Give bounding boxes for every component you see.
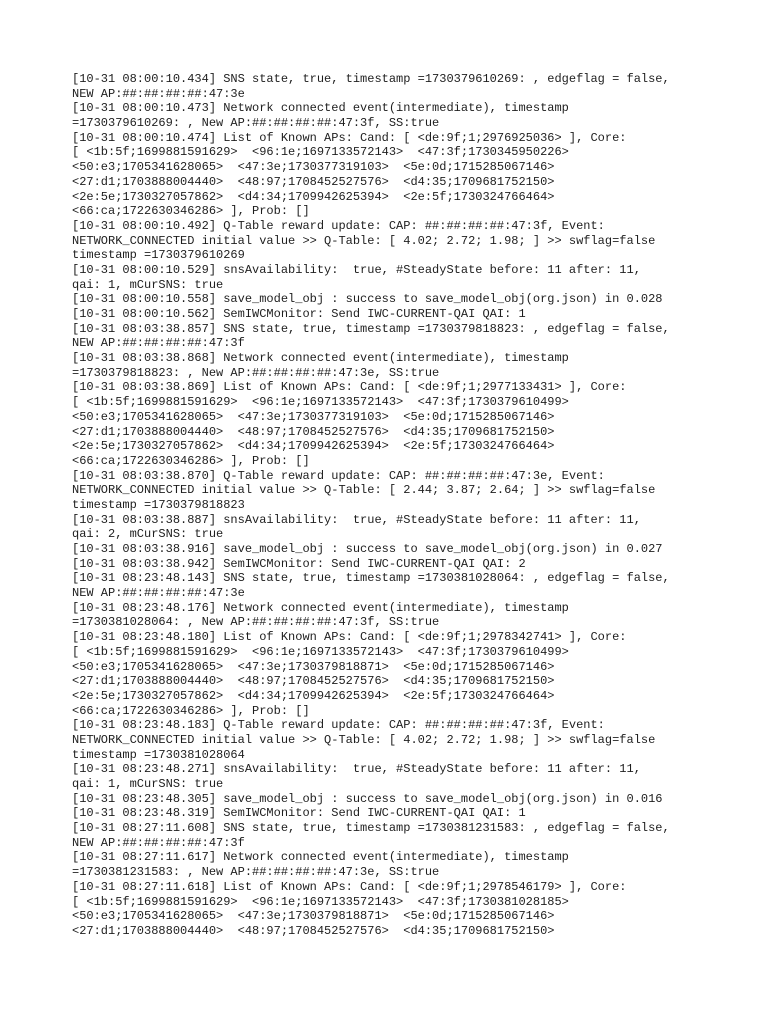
- log-line: [10-31 08:03:38.916] save_model_obj : success to save_model_obj(org.json) in 0.027: [72, 542, 663, 556]
- log-line: NEW AP:##:##:##:##:47:3f: [72, 336, 245, 351]
- log-line: <2e:5e;1730327057862> <d4:34;1709942625394> <2e:5f;1730324766464>: [72, 688, 555, 703]
- log-line: [10-31 08:03:38.887] snsAvailability: true, #SteadyState before: 11 after: 11,: [72, 512, 641, 527]
- log-line: <66:ca;1722630346286> ], Prob: []: [72, 453, 310, 468]
- log-line: =1730379818823: , New AP:##:##:##:##:47:3e, SS:true: [72, 365, 440, 380]
- log-line: [10-31 08:03:38.870] Q-Table reward update: CAP: ##:##:##:##:47:3e, Event:: [72, 468, 605, 483]
- log-line: qai: 1, mCurSNS: true: [72, 277, 224, 292]
- log-text-block: [72, 72, 712, 939]
- log-line: [ <1b:5f;1699881591629> <96:1e;1697133572143> <47:3f;1730379610499>: [72, 395, 569, 410]
- log-line: [10-31 08:00:10.562] SemIWCMonitor: Send IWC-CURRENT-QAI QAI: 1: [72, 307, 526, 321]
- log-line: [ <1b:5f;1699881591629> <96:1e;1697133572143> <47:3f;1730345950226>: [72, 145, 569, 160]
- log-line: NETWORK_CONNECTED initial value >> Q-Table: [ 4.02; 2.72; 1.98; ] >> swflag=false: [72, 233, 656, 248]
- log-line: <66:ca;1722630346286> ], Prob: []: [72, 204, 310, 219]
- log-line: [10-31 08:00:10.558] save_model_obj : success to save_model_obj(org.json) in 0.028: [72, 292, 663, 307]
- log-line: <2e:5e;1730327057862> <d4:34;1709942625394> <2e:5f;1730324766464>: [72, 439, 555, 454]
- log-line: =1730381028064: , New AP:##:##:##:##:47:3f, SS:true: [72, 615, 440, 630]
- log-line: NEW AP:##:##:##:##:47:3f: [72, 835, 245, 850]
- log-line: timestamp =1730381028064: [72, 747, 245, 762]
- log-line: [10-31 08:00:10.492] Q-Table reward update: CAP: ##:##:##:##:47:3f, Event:: [72, 218, 605, 233]
- log-line: NEW AP:##:##:##:##:47:3e: [72, 86, 245, 101]
- log-line: [ <1b:5f;1699881591629> <96:1e;1697133572143> <47:3f;1730381028185>: [72, 894, 569, 909]
- log-line: <27:d1;1703888004440> <48:97;1708452527576> <d4:35;1709681752150>: [72, 923, 555, 938]
- log-line: NETWORK_CONNECTED initial value >> Q-Table: [ 2.44; 3.87; 2.64; ] >> swflag=false: [72, 483, 656, 498]
- log-line: timestamp =1730379610269: [72, 248, 245, 263]
- log-line: [10-31 08:23:48.305] save_model_obj : success to save_model_obj(org.json) in 0.016: [72, 791, 663, 806]
- log-line: [10-31 08:00:10.473] Network connected event(intermediate), timestamp: [72, 101, 569, 116]
- log-line: <50:e3;1705341628065> <47:3e;1730379818871> <5e:0d;1715285067146>: [72, 909, 555, 924]
- log-line: <66:ca;1722630346286> ], Prob: []: [72, 703, 310, 718]
- log-line: [10-31 08:27:11.618] List of Known APs: Cand: [ <de:9f;1;2978546179> ], Core:: [72, 879, 627, 894]
- log-line: [10-31 08:23:48.183] Q-Table reward update: CAP: ##:##:##:##:47:3f, Event:: [72, 718, 605, 733]
- log-line: [10-31 08:03:38.942] SemIWCMonitor: Send IWC-CURRENT-QAI QAI: 2: [72, 556, 526, 571]
- log-line: NEW AP:##:##:##:##:47:3e: [72, 586, 245, 601]
- log-line: <27:d1;1703888004440> <48:97;1708452527576> <d4:35;1709681752150>: [72, 174, 555, 189]
- log-line: <2e:5e;1730327057862> <d4:34;1709942625394> <2e:5f;1730324766464>: [72, 189, 555, 204]
- log-line: [10-31 08:23:48.271] snsAvailability: true, #SteadyState before: 11 after: 11,: [72, 762, 641, 777]
- log-line: =1730379610269: , New AP:##:##:##:##:47:3f, SS:true: [72, 116, 440, 131]
- log-line: [10-31 08:00:10.474] List of Known APs: Cand: [ <de:9f;1;2976925036> ], Core:: [72, 130, 627, 145]
- log-line: [10-31 08:27:11.617] Network connected event(intermediate), timestamp: [72, 850, 569, 865]
- log-line: <27:d1;1703888004440> <48:97;1708452527576> <d4:35;1709681752150>: [72, 674, 555, 689]
- log-line: [10-31 08:23:48.176] Network connected event(intermediate), timestamp: [72, 600, 569, 615]
- log-line: [10-31 08:23:48.319] SemIWCMonitor: Send IWC-CURRENT-QAI QAI: 1: [72, 806, 526, 821]
- log-line: NETWORK_CONNECTED initial value >> Q-Table: [ 4.02; 2.72; 1.98; ] >> swflag=false: [72, 732, 656, 747]
- log-line: [10-31 08:27:11.608] SNS state, true, timestamp =1730381231583: , edgeflag = false,: [72, 821, 670, 836]
- log-line: <27:d1;1703888004440> <48:97;1708452527576> <d4:35;1709681752150>: [72, 424, 555, 439]
- log-line: qai: 1, mCurSNS: true: [72, 777, 224, 791]
- log-line: <50:e3;1705341628065> <47:3e;1730377319103> <5e:0d;1715285067146>: [72, 160, 555, 175]
- log-line: [10-31 08:03:38.869] List of Known APs: Cand: [ <de:9f;1;2977133431> ], Core:: [72, 380, 627, 395]
- log-line: [10-31 08:03:38.868] Network connected event(intermediate), timestamp: [72, 351, 569, 366]
- log-line: [10-31 08:23:48.143] SNS state, true, timestamp =1730381028064: , edgeflag = false,: [72, 571, 670, 586]
- log-line: qai: 2, mCurSNS: true: [72, 527, 224, 542]
- log-line: [10-31 08:03:38.857] SNS state, true, timestamp =1730379818823: , edgeflag = false,: [72, 321, 670, 336]
- log-line: <50:e3;1705341628065> <47:3e;1730377319103> <5e:0d;1715285067146>: [72, 409, 555, 424]
- log-line: [10-31 08:23:48.180] List of Known APs: Cand: [ <de:9f;1;2978342741> ], Core:: [72, 630, 627, 645]
- log-line: [ <1b:5f;1699881591629> <96:1e;1697133572143> <47:3f;1730379610499>: [72, 644, 569, 659]
- log-line: [10-31 08:00:10.434] SNS state, true, timestamp =1730379610269: , edgeflag = false,: [72, 72, 670, 86]
- log-line: <50:e3;1705341628065> <47:3e;1730379818871> <5e:0d;1715285067146>: [72, 659, 555, 674]
- log-line: timestamp =1730379818823: [72, 497, 245, 512]
- log-line: [10-31 08:00:10.529] snsAvailability: true, #SteadyState before: 11 after: 11,: [72, 262, 641, 277]
- log-line: =1730381231583: , New AP:##:##:##:##:47:3e, SS:true: [72, 865, 440, 880]
